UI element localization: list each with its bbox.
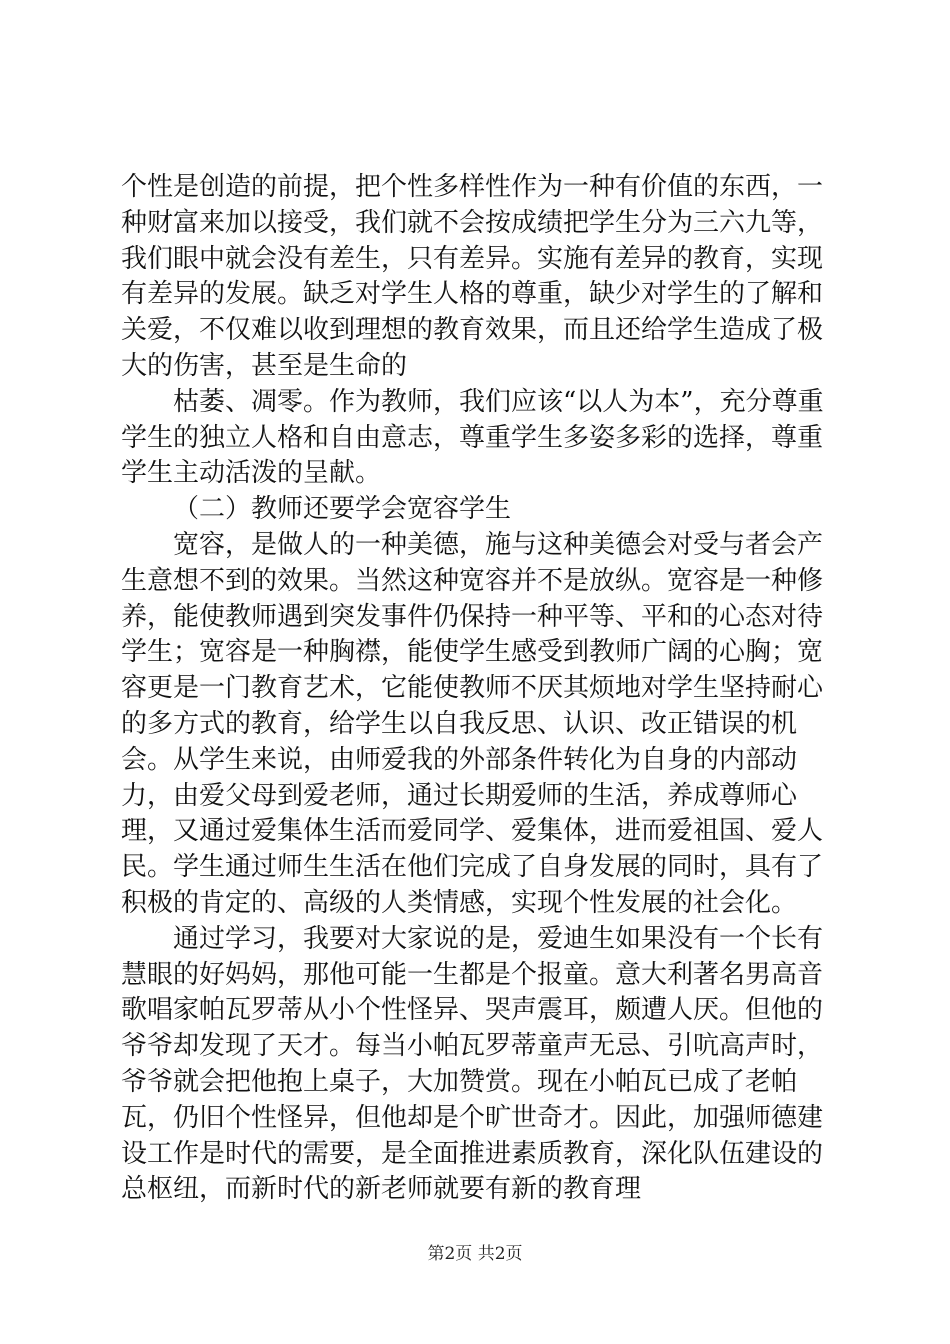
paragraph-4: 通过学习，我要对大家说的是，爱迪生如果没有一个长有慧眼的好妈妈，那他可能一生都是个报童。意大利著名男高音歌唱家帕瓦罗蒂从小个性怪异、哭声震耳，颇遭人厌。但他的爷爷却发现了天才。每当小帕瓦罗蒂童声无忌、引吭高声时，爷爷就会把他抱上桌子，大加赞赏。现在小帕瓦已成了老帕瓦，仍旧个性怪异，但他却是个旷世奇才。因此，加强师德建设工作是时代的需要，是全面推进素质教育，深化队伍建设的总枢纽，而新时代的新老师就要有新的教育理 [121, 923, 824, 1205]
document-body [121, 170, 841, 1208]
section-heading: （二）教师还要学会宽容学生 [173, 494, 512, 525]
page-number-footer: 第2页 共2页 [427, 1244, 523, 1264]
paragraph-1: 个性是创造的前提，把个性多样性作为一种有价值的东西，一种财富来加以接受，我们就不会按成绩把学生分为三六九等，我们眼中就会没有差生，只有差异。实施有差异的教育，实现有差异的发展。缺乏对学生人格的尊重，缺少对学生的了解和关爱，不仅难以收到理想的教育效果，而且还给学生造成了极大的伤害，甚至是生命的 [121, 172, 824, 381]
paragraph-3: 宽容，是做人的一种美德，施与这种美德会对受与者会产生意想不到的效果。当然这种宽容并不是放纵。宽容是一种修养，能使教师遇到突发事件仍保持一种平等、平和的心态对待学生；宽容是一种胸襟，能使学生感受到教师广阔的心胸；宽容更是一门教育艺术，它能使教师不厌其烦地对学生坚持耐心的多方式的教育，给学生以自我反思、认识、改正错误的机会。从学生来说，由师爱我的外部条件转化为自身的内部动力，由爱父母到爱老师，通过长期爱师的生活，养成尊师心理，又通过爱集体生活而爱同学、爱集体，进而爱祖国、爱人民。学生通过师生生活在他们完成了自身发展的同时，具有了积极的肯定的、高级的人类情感，实现个性发展的社会化。 [121, 529, 824, 918]
paragraph-2: 枯萎、凋零。作为教师，我们应该“以人为本”，充分尊重学生的独立人格和自由意志，尊重学生多姿多彩的选择，尊重学生主动活泼的呈献。 [121, 386, 824, 489]
